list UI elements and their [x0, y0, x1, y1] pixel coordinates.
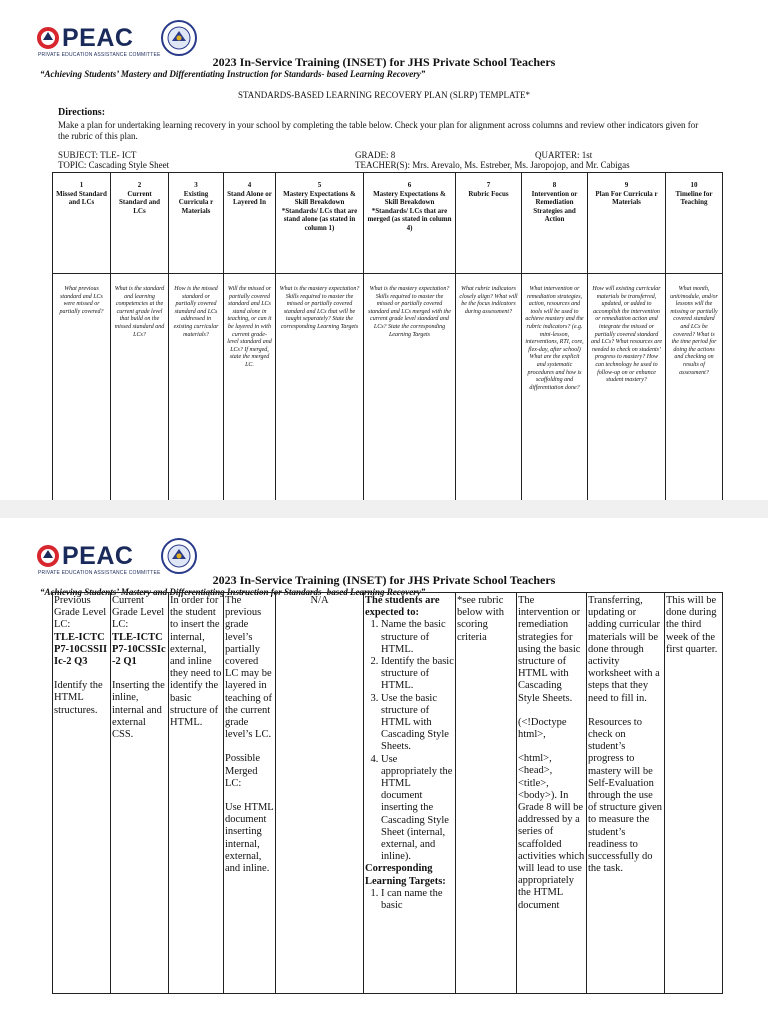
- cell-text: In order for the student to insert the internal, external, and inline they need to identify the basic structure of HTML.: [170, 595, 222, 729]
- column-header: 4 Stand Alone or Layered In: [224, 173, 276, 274]
- cell-label: Previous Grade Level LC:: [54, 595, 107, 631]
- grade-label: GRADE: 8: [355, 150, 396, 160]
- cell-text: The intervention or remediation strategies for using the basic structure of HTML with Cascading Style Sheets.: [518, 595, 581, 704]
- plan-cell-existing-materials: [169, 593, 224, 994]
- page-2: [0, 518, 768, 1024]
- peac-logo-icon: [37, 545, 59, 567]
- cell-label: Current Grade Level LC:: [112, 595, 165, 631]
- plan-cell-merged-expectations: [364, 593, 456, 994]
- cell-text: Identify the HTML structures.: [54, 680, 103, 716]
- logo-text: PEAC: [62, 541, 134, 570]
- column-header: 9 Plan For Curricula r Materials: [588, 173, 666, 274]
- quarter-label: QUARTER: 1st: [535, 150, 593, 160]
- plan-cell-materials: [587, 593, 665, 994]
- teachers-label: TEACHER(S): Mrs. Arevalo, Ms. Estreber, Ms. Jaropojop, and Mr. Cabigas: [355, 160, 630, 170]
- list-item: 1. I can name the basic: [381, 888, 454, 912]
- column-guide: What is the standard and learning competencies at the current grade level that build on the missed standard and LCs?: [111, 274, 169, 502]
- logo-text: PEAC: [62, 23, 134, 52]
- cell-text: <html>, <head>, <title>, <body>). In Grade 8 will be addressed by a series of scaffolded activities which will lead to use appropriately the HTML document: [518, 753, 585, 911]
- deped-seal-icon: [160, 19, 198, 57]
- plan-cell-rubric-focus: [456, 593, 517, 994]
- template-guide-row: [53, 274, 723, 502]
- column-header: 7 Rubric Focus: [456, 173, 522, 274]
- page-separator: [0, 500, 768, 518]
- column-guide: What is the mastery expectation? Skills required to master the missed or partially covered standard and LCs that will be taught separately? State the corresponding Learning Targets: [276, 274, 364, 502]
- cell-text: The previous grade level’s partially covered LC may be layered in teaching of the current grade level’s LC.: [225, 595, 272, 741]
- peac-logo-icon: [37, 27, 59, 49]
- page-subtitle: “Achieving Students’ Mastery and Differentiating Instruction for Standards- based Learning Recovery”: [40, 69, 426, 79]
- page-title: 2023 In-Service Training (INSET) for JHS Private School Teachers: [212, 573, 556, 587]
- peac-logo: [37, 23, 133, 53]
- column-header: 2 Current Standard and LCs: [111, 173, 169, 274]
- list-item: 3. Use the basic structure of HTML with Cascading Style Sheets.: [381, 693, 454, 754]
- column-guide: What previous standard and LCs were missed or partially covered?: [53, 274, 111, 502]
- column-guide: What month, unit/module, and/or lessons will the missing or partially covered standard and LCs be covered? What is the time period for doing the actions and checking on results of assessment?: [666, 274, 723, 502]
- plan-cell-intervention: [517, 593, 587, 994]
- deped-seal-icon: [160, 537, 198, 575]
- logo-subtext: PRIVATE EDUCATION ASSISTANCE COMMITTEE: [38, 52, 161, 58]
- template-title: STANDARDS-BASED LEARNING RECOVERY PLAN (SLRP) TEMPLATE*: [237, 90, 531, 100]
- column-guide: What intervention or remediation strategies, action, resources and tools will be used to achieve mastery and the rubric indicators? (e.g. mini-lesson, interventions, RTI, core, flex-day, after school) What are the explicit and systematic procedures and how is scaffolding and differentiation done?: [522, 274, 588, 502]
- cell-label: Possible Merged LC:: [225, 753, 261, 789]
- list-item: 1. Name the basic structure of HTML.: [381, 619, 454, 656]
- plan-cell-missed-lc: [53, 593, 111, 994]
- slrp-plan-table: [52, 592, 723, 994]
- logo-subtext: PRIVATE EDUCATION ASSISTANCE COMMITTEE: [38, 570, 161, 576]
- column-guide: What is the mastery expectation? Skills required to master the missed or partially covered standard and LCs merged with the current grade level standard and LCs? State the corresponding Learning Targets: [364, 274, 456, 502]
- lc-code: TLE-ICTCP7-10CSSIc-2 Q1: [112, 631, 166, 668]
- template-header-row: [53, 173, 723, 274]
- plan-cell-timeline: [665, 593, 723, 994]
- cell-heading: The students are expected to:: [365, 595, 440, 619]
- plan-cell-stand-alone: [276, 593, 364, 994]
- directions-text: Make a plan for undertaking learning recovery in your school by completing the table below. Check your plan for alignment across columns and review other indicators given for the rubric of this plan.: [58, 120, 699, 141]
- column-header: 1 Missed Standard and LCs: [53, 173, 111, 274]
- cell-text: *see rubric below with scoring criteria: [457, 595, 504, 643]
- slrp-template-table: [52, 172, 723, 502]
- cell-text: This will be done during the third week of the first quarter.: [666, 595, 718, 655]
- topic-label: TOPIC: Cascading Style Sheet: [58, 160, 170, 170]
- column-header: 6 Mastery Expectations & Skill Breakdown *Standards/ LCs that are merged (as stated in column 4): [364, 173, 456, 274]
- page-subtitle: “Achieving Students’ Mastery and Differentiating Instruction for Standards- based Learning Recovery”: [40, 587, 426, 597]
- cell-heading: Corresponding Learning Targets:: [365, 863, 446, 887]
- cell-text: Use HTML document inserting internal, external, and inline.: [225, 802, 274, 875]
- cell-text: Transferring, updating or adding curricular materials will be done through activity worksheet with a steps that they need to fill in.: [588, 595, 661, 704]
- column-guide: Will the missed or partially covered standard and LCs stand alone in teaching, or can it be layered in with current grade-level standard and LCs? If merged, state the merged LC.: [224, 274, 276, 502]
- column-guide: How will existing curricular materials be transferred, updated, or added to accomplish the intervention or remediation action and integrate the missed or partially covered standard and LCs? What resources are needed to check on students’ progress to mastery? How can technology be used to follow-up on or enhance student mastery?: [588, 274, 666, 502]
- list-item: 4. Use appropriately the HTML document inserting the Cascading Style Sheet (internal, external, and inline).: [381, 754, 454, 864]
- cell-text: N/A: [310, 595, 329, 606]
- plan-cell-layered-in: [224, 593, 276, 994]
- expectations-list: [365, 619, 454, 863]
- cell-text: Inserting the inline, internal and external CSS.: [112, 680, 165, 741]
- page-title: 2023 In-Service Training (INSET) for JHS Private School Teachers: [212, 55, 556, 69]
- column-header: 10 Timeline for Teaching: [666, 173, 723, 274]
- cell-text: Resources to check on student’s progress to mastery will be Self-Evaluation through the use of structure given to measure the student’s readiness to successfully do the task.: [588, 716, 663, 875]
- lc-code: TLE-ICTCP7-10CSSIIIc-2 Q3: [54, 631, 108, 668]
- page-1: [0, 0, 768, 500]
- column-header: 5 Mastery Expectations & Skill Breakdown *Standards/ LCs that are stand alone (as stated in column 1): [276, 173, 364, 274]
- column-header: 8 Intervention or Remediation Strategies and Action: [522, 173, 588, 274]
- list-item: 2. Identify the basic structure of HTML.: [381, 656, 454, 693]
- targets-list: [365, 888, 454, 912]
- plan-cell-current-lc: [111, 593, 169, 994]
- plan-row: [53, 593, 723, 994]
- column-guide: What rubric indicators closely align? What will be the focus indicators during assessment?: [456, 274, 522, 502]
- directions-heading: Directions:: [58, 107, 106, 118]
- column-guide: How is the missed standard or partially covered standard and LCs addressed in existing curricular materials?: [169, 274, 224, 502]
- column-header: 3 Existing Curricula r Materials: [169, 173, 224, 274]
- subject-label: SUBJECT: TLE- ICT: [58, 150, 137, 160]
- peac-logo: [37, 541, 133, 571]
- cell-text: (<!Doctype html>,: [518, 716, 567, 741]
